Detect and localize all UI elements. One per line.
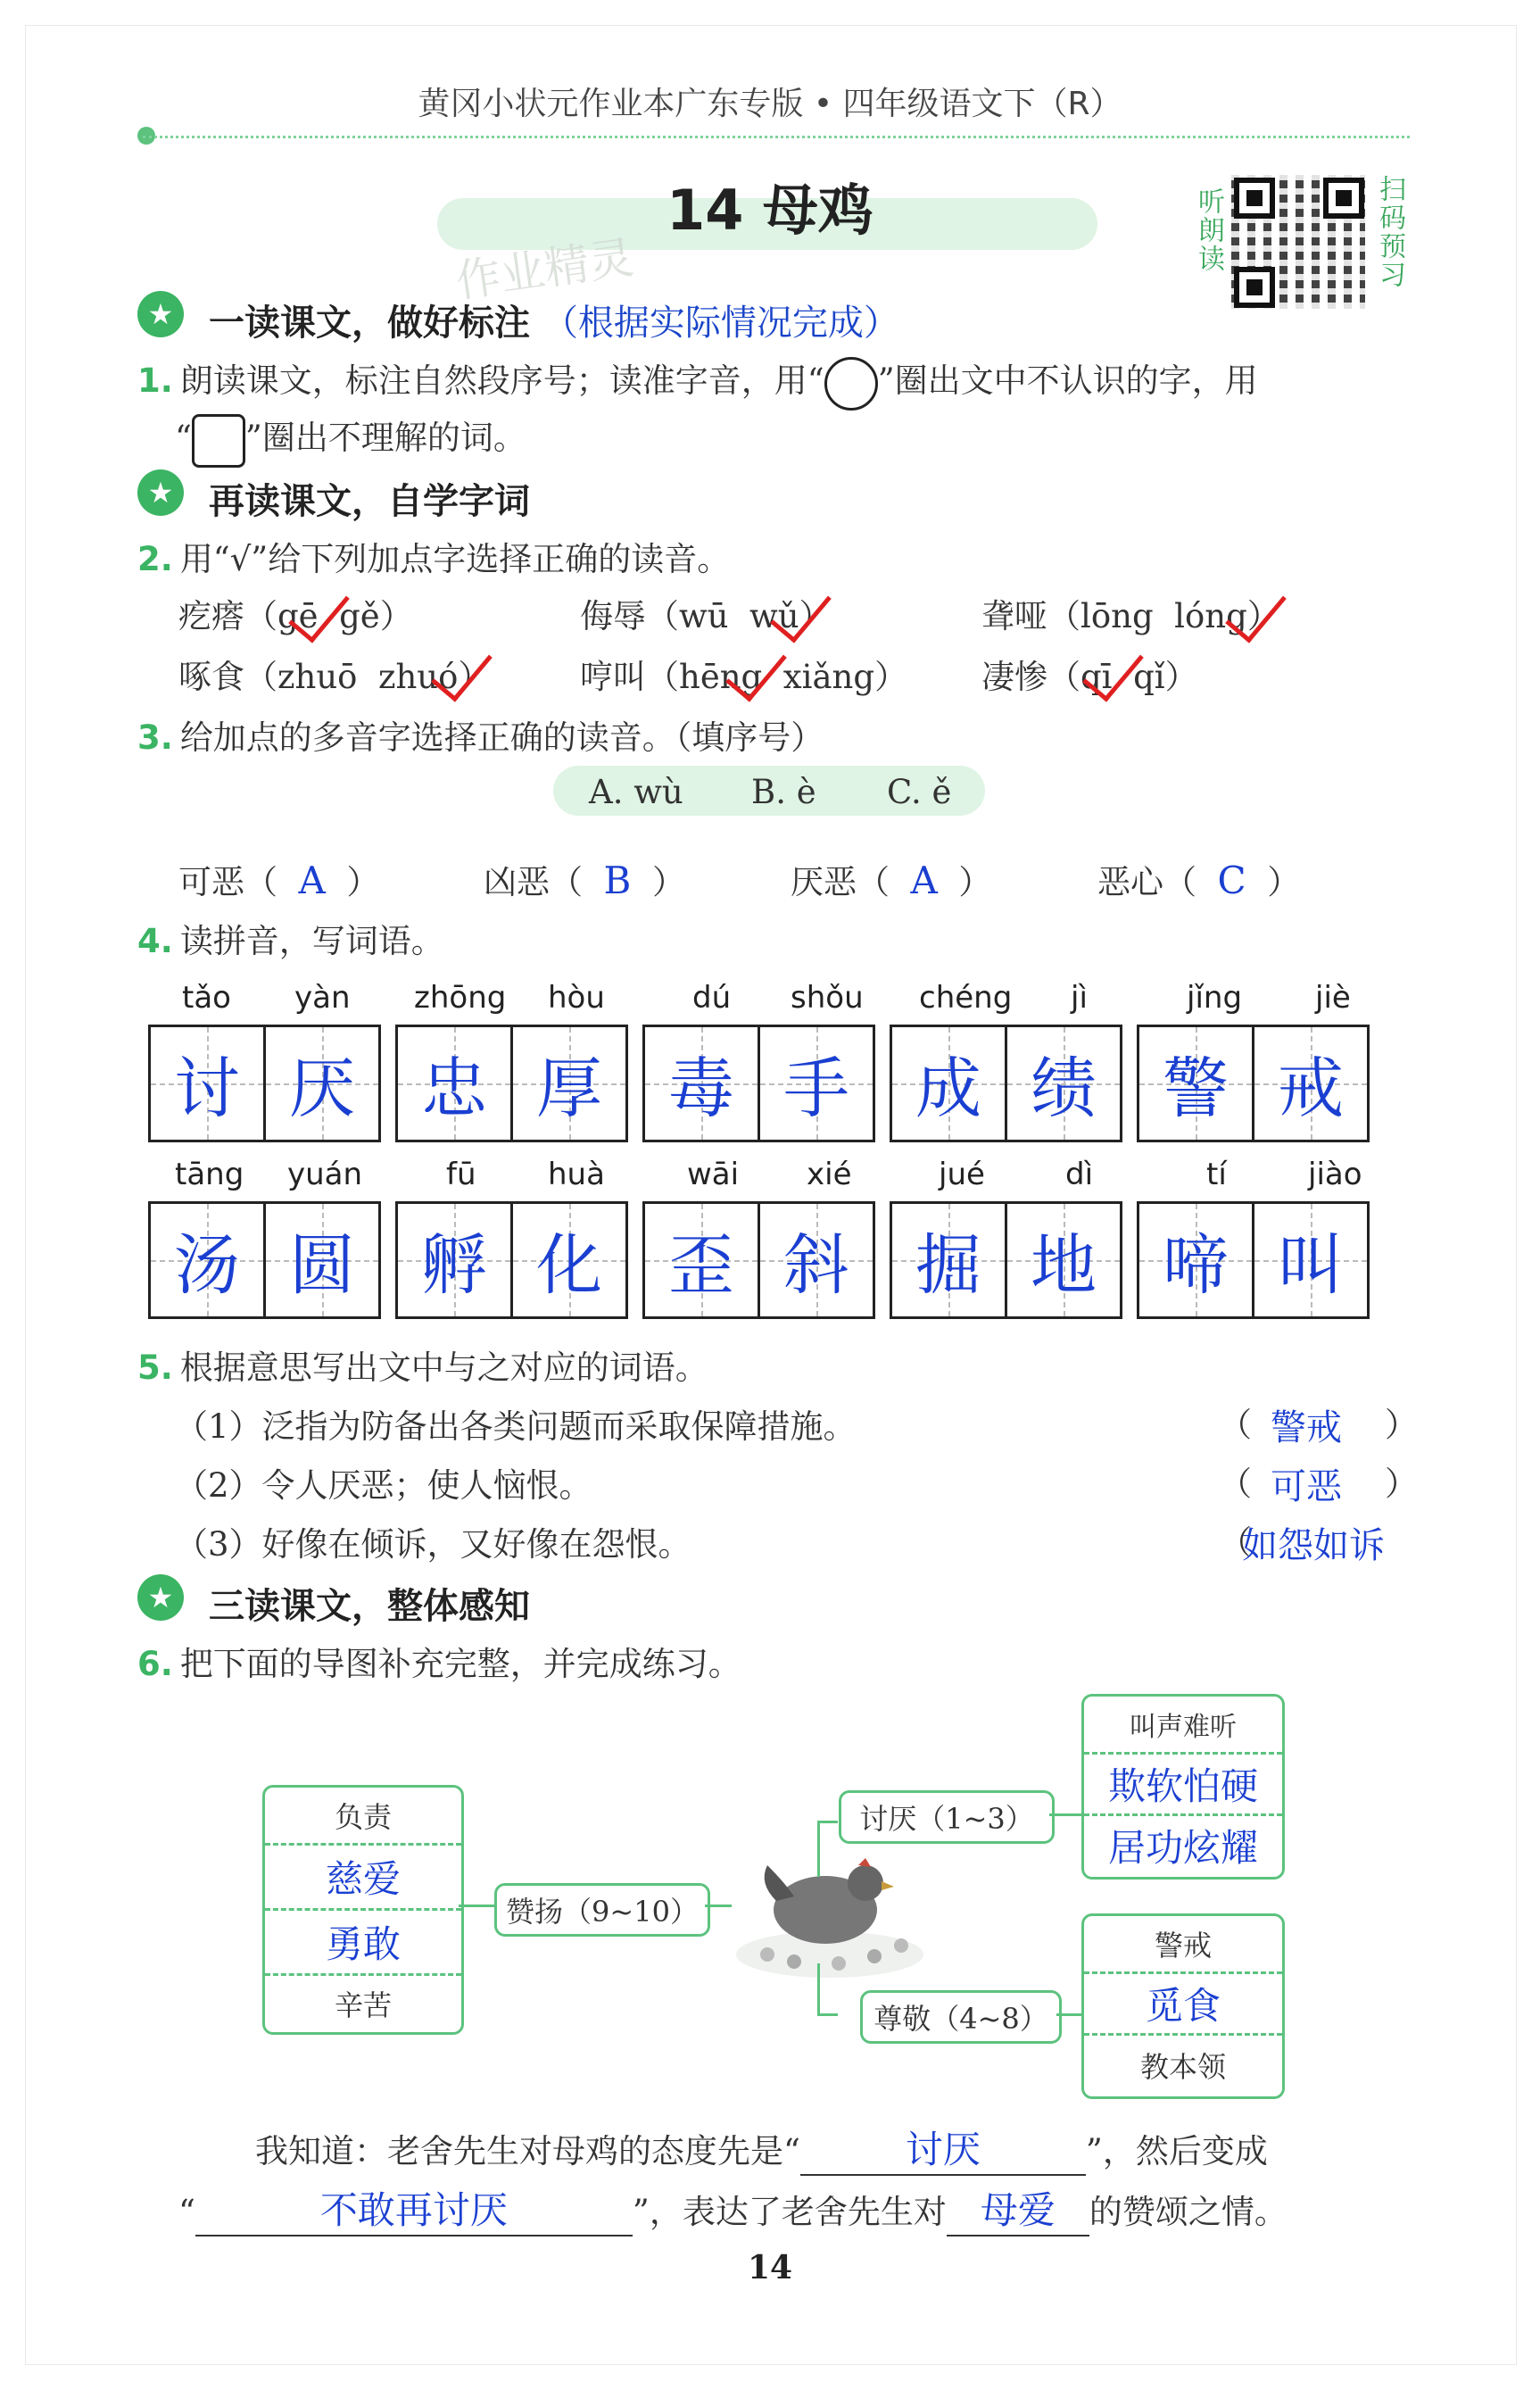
q3-text: 给加点的多音字选择正确的读音。（填序号） xyxy=(179,718,824,757)
question-1 xyxy=(137,353,1258,411)
connector xyxy=(1049,1813,1081,1816)
pinyin: tí xyxy=(1206,1157,1227,1192)
praise-node: 赞扬（9~10） xyxy=(494,1883,710,1937)
q5-answer: 如怨如诉 xyxy=(1242,1525,1385,1566)
respect-label: 警戒 xyxy=(1154,1929,1212,1963)
question-number: 5. xyxy=(137,1349,173,1387)
q3-item: 可恶（ A ） xyxy=(178,859,380,902)
pinyin: dú xyxy=(692,980,732,1016)
qr-corner xyxy=(1234,178,1275,219)
char-box: 歪 斜 xyxy=(642,1201,875,1319)
connector xyxy=(817,1963,838,2016)
q3-option: A. wù xyxy=(589,773,683,811)
pinyin: jǐng xyxy=(1187,980,1243,1016)
q4-text: 读拼音，写词语。 xyxy=(179,922,444,960)
pinyin: huà xyxy=(548,1157,605,1192)
char-box: 掘 地 xyxy=(890,1201,1122,1319)
q3-option: C. ě xyxy=(887,773,952,811)
pinyin: dì xyxy=(1065,1157,1094,1192)
pinyin: xié xyxy=(807,1157,852,1192)
pinyin: hòu xyxy=(548,980,605,1016)
trait-label: 负责 xyxy=(334,1800,392,1834)
question-3 xyxy=(137,710,824,759)
respect-answer: 觅食 xyxy=(1145,1984,1221,2028)
q3-item: 凶恶（ B ） xyxy=(484,859,685,902)
char-box: 啼 叫 xyxy=(1137,1201,1370,1319)
q2-item: 聋哑（lōng lóng） xyxy=(981,597,1280,635)
scan-preview-label: 扫码预习 xyxy=(1374,175,1405,289)
q1-text-d: ”圈出不理解的词。 xyxy=(244,419,526,457)
circle-mark-icon xyxy=(824,357,878,411)
question-number: 4. xyxy=(137,922,173,960)
q5-item: （1）泛指为防备出各类问题而采取保障措施。 xyxy=(175,1407,857,1446)
char-box: 警 戒 xyxy=(1137,1025,1370,1142)
paren-close: ） xyxy=(1385,1465,1418,1503)
respect-label: 教本领 xyxy=(1139,2050,1226,2084)
q1-text-a: 朗读课文，标注自然段序号；读准字音，用“ xyxy=(179,361,824,400)
pinyin: yàn xyxy=(294,980,351,1016)
question-4 xyxy=(137,914,444,962)
pinyin: chéng xyxy=(919,980,1013,1016)
summary-answer: 母爱 xyxy=(980,2188,1056,2232)
char-box: 孵 化 xyxy=(395,1201,628,1319)
square-mark-icon xyxy=(192,414,245,468)
char-grid-row-1 xyxy=(148,1025,1384,1142)
pinyin: shǒu xyxy=(791,980,864,1016)
q2-item: 哼叫（hēng xiǎng） xyxy=(580,658,908,696)
q3-item: 厌恶（ A ） xyxy=(791,859,992,902)
qr-corner xyxy=(1323,178,1364,219)
char-grid-row-2 xyxy=(148,1201,1384,1319)
section-3-heading: 三读课文，整体感知 xyxy=(209,1586,530,1627)
q3-item: 恶心（ C ） xyxy=(1097,859,1301,902)
section-1-heading xyxy=(209,295,899,345)
question-number: 3. xyxy=(137,718,173,757)
q1-text-c: “ xyxy=(175,419,192,457)
trait-answer: 慈爱 xyxy=(325,1857,401,1901)
pinyin: fū xyxy=(446,1157,476,1192)
pinyin: jué xyxy=(939,1157,985,1192)
pinyin: zhōng xyxy=(414,980,507,1016)
left-traits-box xyxy=(262,1785,464,2035)
q5-item: （2）令人厌恶；使人恼恨。 xyxy=(175,1466,592,1505)
book-header: 黄冈小状元作业本广东专版 • 四年级语文下（R） xyxy=(418,86,1122,122)
trait-label: 辛苦 xyxy=(334,1988,392,2022)
pinyin: jiè xyxy=(1315,980,1351,1016)
paren-open: （ xyxy=(1219,1465,1252,1503)
char-box: 讨 厌 xyxy=(148,1025,381,1142)
pinyin: jiào xyxy=(1308,1157,1362,1192)
q2-item: 啄食（zhuō zhuó） xyxy=(178,658,492,696)
qr-corner xyxy=(1234,267,1275,308)
trait-answer: 勇敢 xyxy=(325,1922,401,1966)
respect-node: 尊敬（4~8） xyxy=(860,1990,1062,2044)
q2-item: 疙瘩（gē gě） xyxy=(178,597,413,635)
question-number: 2. xyxy=(137,540,173,578)
section-2-heading: 再读课文，自学字词 xyxy=(209,481,530,522)
dislike-answer: 欺软怕硬 xyxy=(1107,1764,1258,1808)
q5-answer: 可恶 xyxy=(1271,1466,1342,1507)
summary-line-1: 我知道：老舍先生对母鸡的态度先是“ 讨厌 ”，然后变成 xyxy=(255,2120,1268,2176)
paren-open: （ xyxy=(1219,1523,1252,1562)
question-2 xyxy=(137,532,730,580)
section-1-note: （根据实际情况完成） xyxy=(542,303,899,344)
q2-item: 侮辱（wū wǔ） xyxy=(580,597,832,635)
pinyin: tǎo xyxy=(182,980,231,1016)
question-number: 1. xyxy=(137,361,173,400)
dislike-answer: 居功炫耀 xyxy=(1107,1826,1258,1870)
star-icon: ★ xyxy=(137,469,184,516)
char-box: 毒 手 xyxy=(642,1025,875,1142)
q5-answer: 警戒 xyxy=(1271,1407,1342,1448)
question-5 xyxy=(137,1340,708,1389)
pinyin: tāng xyxy=(175,1157,244,1192)
q6-text: 把下面的导图补充完整，并完成练习。 xyxy=(179,1645,741,1683)
pinyin: yuán xyxy=(287,1157,363,1192)
connector xyxy=(459,1905,494,1907)
connector xyxy=(705,1905,732,1907)
star-icon: ★ xyxy=(137,1574,184,1621)
char-box: 忠 厚 xyxy=(395,1025,628,1142)
dislike-box xyxy=(1081,1694,1285,1880)
q2-item: 凄惨（qī qǐ） xyxy=(981,658,1198,696)
section-1-title: 一读课文，做好标注 xyxy=(209,303,530,344)
summary-line-2: “ 不敢再讨厌 ”，表达了老舍先生对 母爱 的赞颂之情。 xyxy=(178,2181,1287,2236)
summary-answer: 讨厌 xyxy=(905,2128,981,2171)
char-box: 汤 圆 xyxy=(148,1201,381,1319)
connector xyxy=(817,1821,838,1877)
dislike-label: 叫声难听 xyxy=(1130,1712,1237,1743)
listen-read-label: 听朗读 xyxy=(1193,187,1224,273)
star-icon: ★ xyxy=(137,291,184,337)
paren-open: （ xyxy=(1219,1406,1252,1444)
q3-option: B. è xyxy=(751,773,816,811)
question-6 xyxy=(137,1637,741,1685)
char-box: 成 绩 xyxy=(890,1025,1122,1142)
dislike-node: 讨厌（1~3） xyxy=(839,1790,1055,1844)
watermark: 作业精灵 xyxy=(452,231,637,308)
q2-text: 用“√”给下列加点字选择正确的读音。 xyxy=(179,540,731,578)
summary-answer: 不敢再讨厌 xyxy=(319,2188,508,2232)
pinyin: jì xyxy=(1071,980,1088,1016)
page-number: 14 xyxy=(747,2249,793,2286)
header-divider xyxy=(143,136,1410,138)
lesson-title: 14 母鸡 xyxy=(667,178,873,243)
connector xyxy=(1056,2013,1081,2016)
q1-text-b: ”圈出文中不认识的字，用 xyxy=(877,361,1258,400)
q5-text: 根据意思写出文中与之对应的词语。 xyxy=(179,1349,708,1387)
question-1-cont xyxy=(175,411,526,468)
pinyin: wāi xyxy=(687,1157,740,1192)
q5-item: （3）好像在倾诉，又好像在怨恨。 xyxy=(175,1525,691,1564)
respect-box xyxy=(1081,1913,1285,2099)
question-number: 6. xyxy=(137,1645,173,1683)
paren-close: ） xyxy=(1385,1406,1418,1444)
